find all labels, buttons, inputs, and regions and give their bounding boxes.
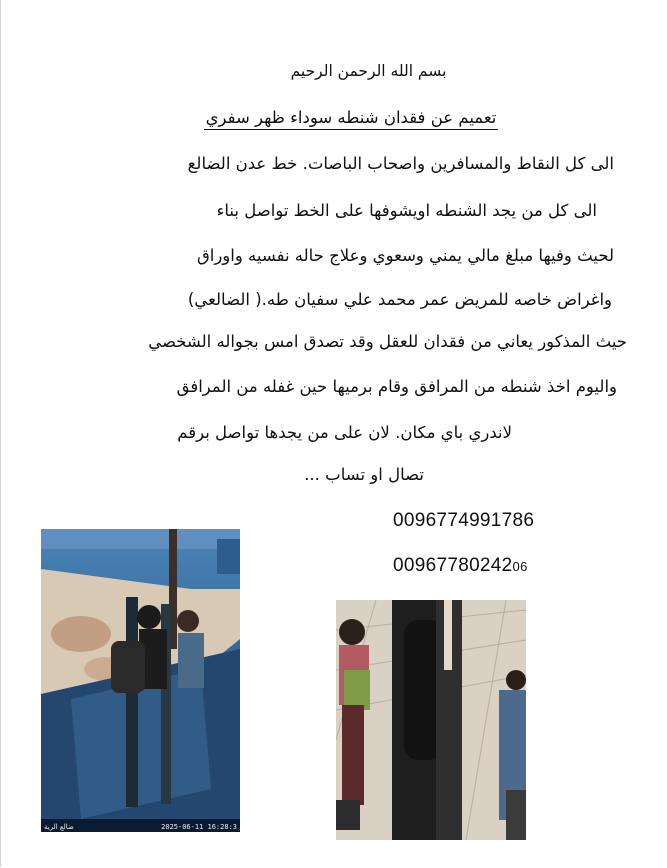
body-line-7: لاندري باي مكان. لان على من يجدها تواصل برقم xyxy=(177,423,512,442)
notice-title-text: تعميم عن فقدان شنطه سوداء ظهر سفري xyxy=(204,108,499,130)
body-line-8: تصال او تساب ... xyxy=(304,465,424,484)
phone-number-1: 0096774991786 xyxy=(393,510,535,531)
notice-title xyxy=(185,107,517,129)
cctv-photo-left xyxy=(41,529,240,832)
street-photo-right xyxy=(336,600,526,840)
body-line-6: واليوم اخذ شنطه من المرافق وقام برميها حين غفله من المرافق xyxy=(176,377,617,396)
phone-number-2-suffix: 06 xyxy=(512,559,528,574)
cctv-timestamp: 2025-06-11 16:28:3 xyxy=(161,823,237,831)
body-line-5: حيث المذكور يعاني من فقدان للعقل وقد تصدق امس بجواله الشخصي xyxy=(148,332,627,351)
basmala-text: بسم الله الرحمن الرحيم xyxy=(290,62,447,80)
body-line-1: الى كل النقاط والمسافرين واصحاب الباصات. خط عدن الضالع xyxy=(187,154,614,173)
cctv-photo-left-image xyxy=(41,529,240,832)
phone-number-2-main: 00967780242 xyxy=(393,555,513,576)
phone-number-2 xyxy=(393,555,528,577)
body-line-4: واغراض خاصه للمريض عمر محمد علي سفيان طه.( الضالعي) xyxy=(187,290,612,309)
street-photo-right-image xyxy=(336,600,526,840)
body-line-3: لحيث وفيها مبلغ مالي يمني وسعوي وعلاج حاله نفسيه واوراق xyxy=(196,246,614,265)
body-line-2: الى كل من يجد الشنطه اويشوفها على الخط تواصل بناء xyxy=(216,201,597,220)
cctv-caption: ضالع الرية xyxy=(44,823,74,831)
